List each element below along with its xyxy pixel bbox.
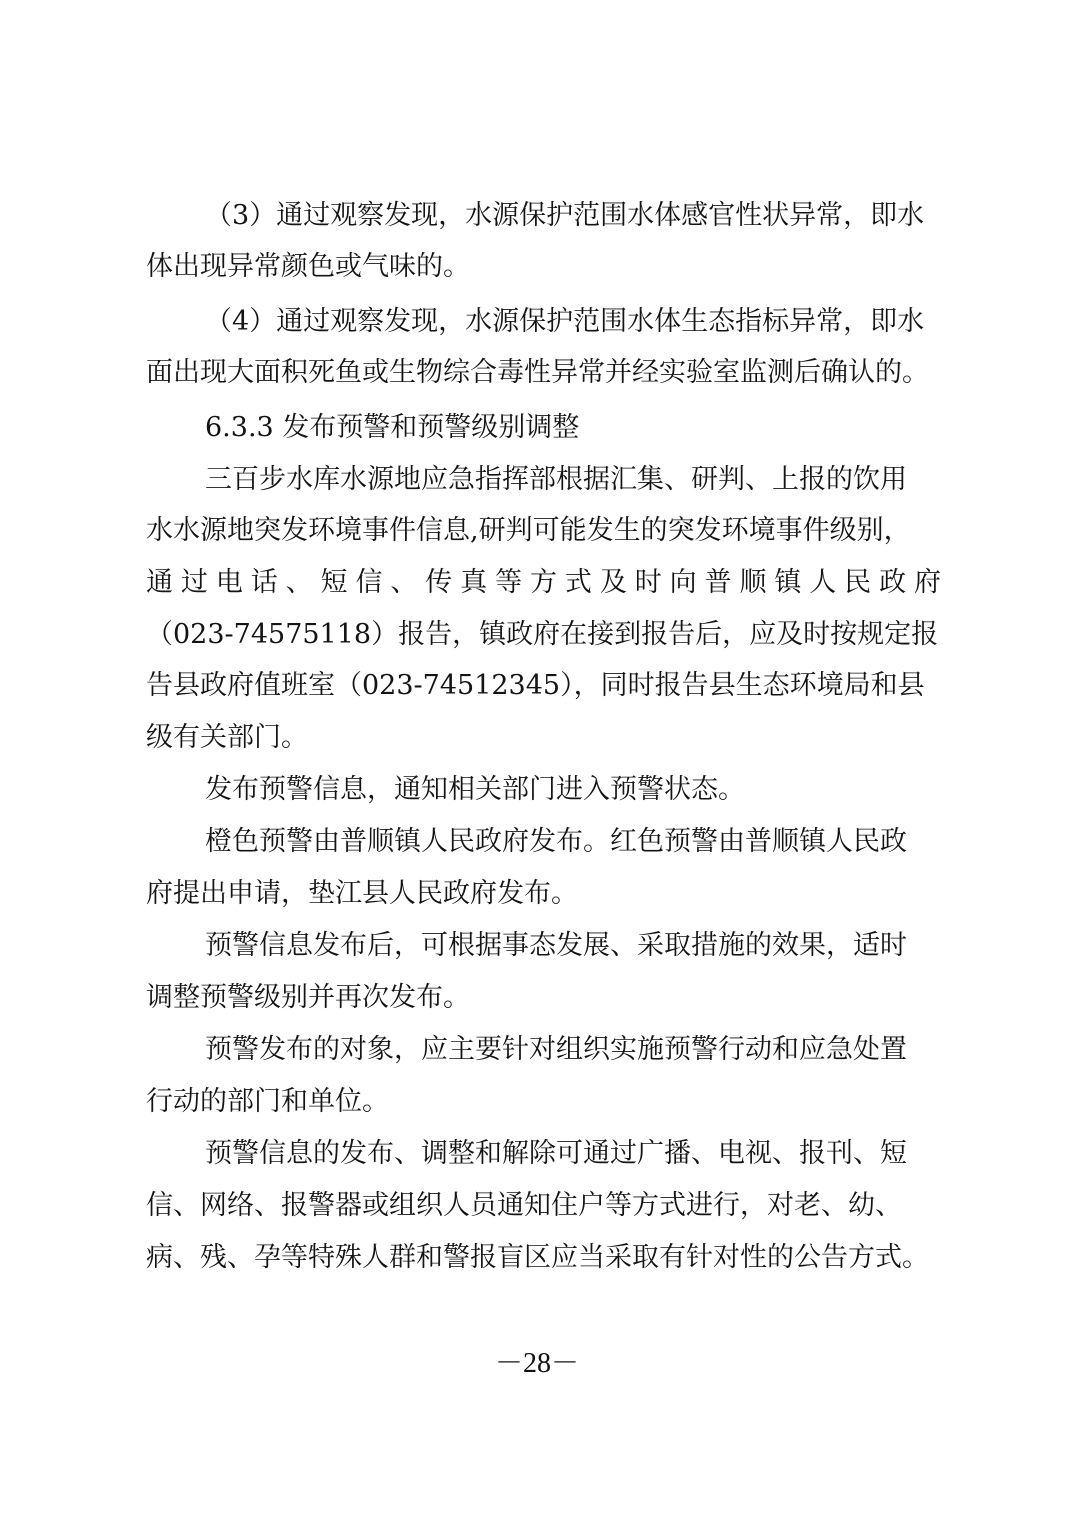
- paragraph-line-18: 预警信息的发布、调整和解除可通过广播、电视、报刊、短: [205, 1138, 907, 1169]
- paragraph-line-17: 行动的部门和单位。: [146, 1086, 389, 1117]
- paragraph-line-10: 级有关部门。: [146, 722, 308, 753]
- paragraph-line-14: 预警信息发布后，可根据事态发展、采取措施的效果，适时: [205, 930, 907, 961]
- paragraph-line-16: 预警发布的对象，应主要针对组织实施预警行动和应急处置: [205, 1034, 907, 1065]
- paragraph-line-1: （3）通过观察发现，水源保护范围水体感官性状异常，即水: [205, 200, 925, 231]
- paragraph-line-7: 通过电话、短信、传真等方式及时向普顺镇人民政府: [146, 567, 941, 598]
- paragraph-line-20: 病、残、孕等特殊人群和警报盲区应当采取有针对性的公告方式。: [146, 1242, 929, 1273]
- paragraph-line-8: （023-74575118）报告，镇政府在接到报告后，应及时按规定报: [146, 619, 939, 650]
- paragraph-line-11: 发布预警信息，通知相关部门进入预警状态。: [205, 774, 745, 805]
- paragraph-line-15: 调整预警级别并再次发布。: [146, 982, 470, 1013]
- paragraph-line-3: （4）通过观察发现，水源保护范围水体生态指标异常，即水: [205, 306, 925, 337]
- paragraph-line-5: 三百步水库水源地应急指挥部根据汇集、研判、上报的饮用: [205, 464, 907, 495]
- paragraph-line-2: 体出现异常颜色或气味的。: [146, 251, 470, 282]
- paragraph-line-6: 水水源地突发环境事件信息,研判可能发生的突发环境事件级别，: [146, 515, 911, 546]
- paragraph-line-13: 府提出申请，垫江县人民政府发布。: [146, 878, 578, 909]
- paragraph-line-9: 告县政府值班室（023-74512345），同时报告县生态环境局和县: [146, 670, 925, 701]
- page-number: －28－: [494, 1348, 579, 1379]
- paragraph-line-4: 面出现大面积死鱼或生物综合毒性异常并经实验室监测后确认的。: [146, 357, 929, 388]
- section-heading: 6.3.3 发布预警和预警级别调整: [205, 412, 580, 443]
- paragraph-line-19: 信、网络、报警器或组织人员通知住户等方式进行，对老、幼、: [146, 1190, 902, 1221]
- paragraph-line-12: 橙色预警由普顺镇人民政府发布。红色预警由普顺镇人民政: [205, 826, 907, 857]
